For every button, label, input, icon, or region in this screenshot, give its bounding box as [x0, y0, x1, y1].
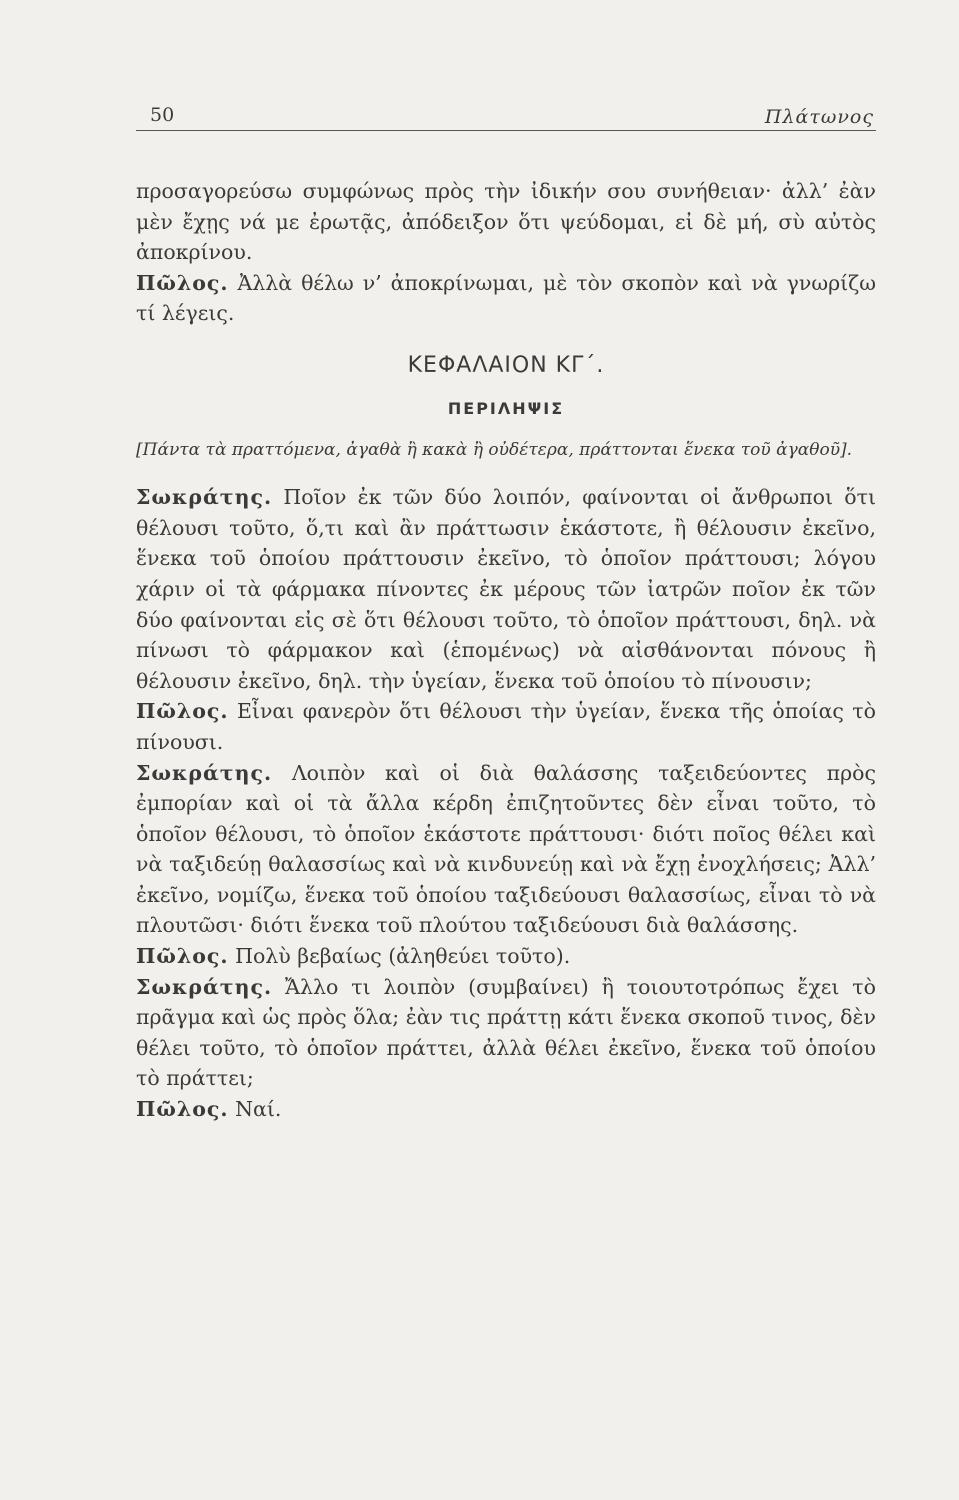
paragraph: [136, 758, 876, 942]
paragraph: [136, 268, 876, 329]
running-title: Πλάτωνος: [764, 106, 874, 128]
page-body: [136, 176, 876, 1125]
page-header: [136, 104, 876, 131]
paragraph: [136, 972, 876, 1094]
speaker-sokrates: Σωκράτης.: [136, 485, 273, 510]
speaker-sokrates: Σωκράτης.: [136, 760, 273, 785]
speaker-polos: Πῶλος.: [136, 699, 229, 724]
paragraph-text: Λοιπὸν καὶ οἱ διὰ θαλάσσης ταξειδεύοντες πρὸς ἐμπορίαν καὶ οἱ τὰ ἄλλα κέρδη ἐπιζητοῦντες δὲν εἶναι τοῦτο, τὸ ὁποῖον θέλουσι, τὸ ὁποῖον ἑκάστοτε πράττουσι· διότι ποῖος θέλει καὶ νὰ ταξιδεύῃ θαλασσίως καὶ νὰ κινδυνεύῃ καὶ νὰ ἔχῃ ἐνοχλήσεις; Ἀλλ’ ἐκεῖνο, νομίζω, ἕνεκα τοῦ ὁποίου ταξιδεύουσι θαλασσίως, εἶναι τὸ νὰ πλουτῶσι· διότι ἕνεκα τοῦ πλούτου ταξιδεύουσι διὰ θαλάσσης.: [136, 760, 876, 938]
speaker-polos: Πῶλος.: [136, 270, 229, 295]
paragraph-text: Πολὺ βεβαίως (ἀληθεύει τοῦτο).: [235, 944, 571, 969]
page-number: 50: [150, 104, 175, 126]
paragraph-text: Ἀλλὰ θέλω ν’ ἀποκρίνωμαι, μὲ τὸν σκοπὸν καὶ νὰ γνωρίζω τί λέγεις.: [136, 270, 876, 326]
summary-heading: ΠΕΡΙΛΗΨΙΣ: [447, 398, 565, 418]
speaker-polos: Πῶλος.: [136, 944, 229, 969]
speaker-polos: Πῶλος.: [136, 1097, 229, 1122]
chapter-summary: [Πάντα τὰ πραττόμενα, ἀγαθὰ ἢ κακὰ ἢ οὐδέτερα, πράττονται ἕνεκα τοῦ ἀγαθοῦ].: [136, 440, 853, 461]
paragraph-text: Ποῖον ἐκ τῶν δύο λοιπόν, φαίνονται οἱ ἄνθρωποι ὅτι θέλουσι τοῦτο, ὅ,τι καὶ ἂν πράττωσιν ἑκάστοτε, ἢ θέλουσιν ἐκεῖνο, ἕνεκα τοῦ ὁποίου πράττουσιν ἐκεῖνο, τὸ ὁποῖον πράττουσι; λόγου χάριν οἱ τὰ φάρμακα πίνοντες ἐκ μέρους τῶν ἰατρῶν ποῖον ἐκ τῶν δύο φαίνονται εἰς σὲ ὅτι θέλουσι τοῦτο, τὸ ὁποῖον πράττουσι, δηλ. νὰ πίνωσι τὸ φάρμακον καὶ (ἑπομένως) νὰ αἰσθάνονται πόνους ἢ θέλουσιν ἐκεῖνο, δηλ. τὴν ὑγείαν, ἕνεκα τοῦ ὁποίου τὸ πίνουσιν;: [136, 485, 876, 693]
paragraph-text: Ναί.: [235, 1097, 282, 1122]
paragraph: [136, 1094, 876, 1125]
paragraph-text: Εἶναι φανερὸν ὅτι θέλουσι τὴν ὑγείαν, ἕνεκα τῆς ὁποίας τὸ πίνουσι.: [136, 699, 876, 754]
paragraph: [136, 696, 876, 757]
paragraph: [136, 941, 876, 972]
chapter-title: ΚΕΦΑΛΑΙΟΝ ΚΓ΄.: [407, 352, 605, 378]
paragraph-text: Ἄλλο τι λοιπὸν (συμβαίνει) ἢ τοιουτοτρόπως ἔχει τὸ πρᾶγμα καὶ ὡς πρὸς ὅλα; ἐὰν τις πράττῃ κάτι ἕνεκα σκοποῦ τινος, δὲν θέλει τοῦτο, τὸ ὁποῖον πράττει, ἀλλὰ θέλει ἐκεῖνο, ἕνεκα τοῦ ὁποίου τὸ πράττει;: [136, 974, 876, 1091]
paragraph: [136, 176, 876, 268]
speaker-sokrates: Σωκράτης.: [136, 974, 273, 999]
paragraph-text: προσαγορεύσω συμφώνως πρὸς τὴν ἰδικήν σου συνήθειαν· ἀλλ’ ἐὰν μὲν ἔχῃς νά με ἐρωτᾷς, ἀπόδειξον ὅτι ψεύδομαι, εἰ δὲ μή, σὺ αὐτὸς ἀποκρίνου.: [136, 179, 876, 265]
paragraph: [136, 482, 876, 696]
